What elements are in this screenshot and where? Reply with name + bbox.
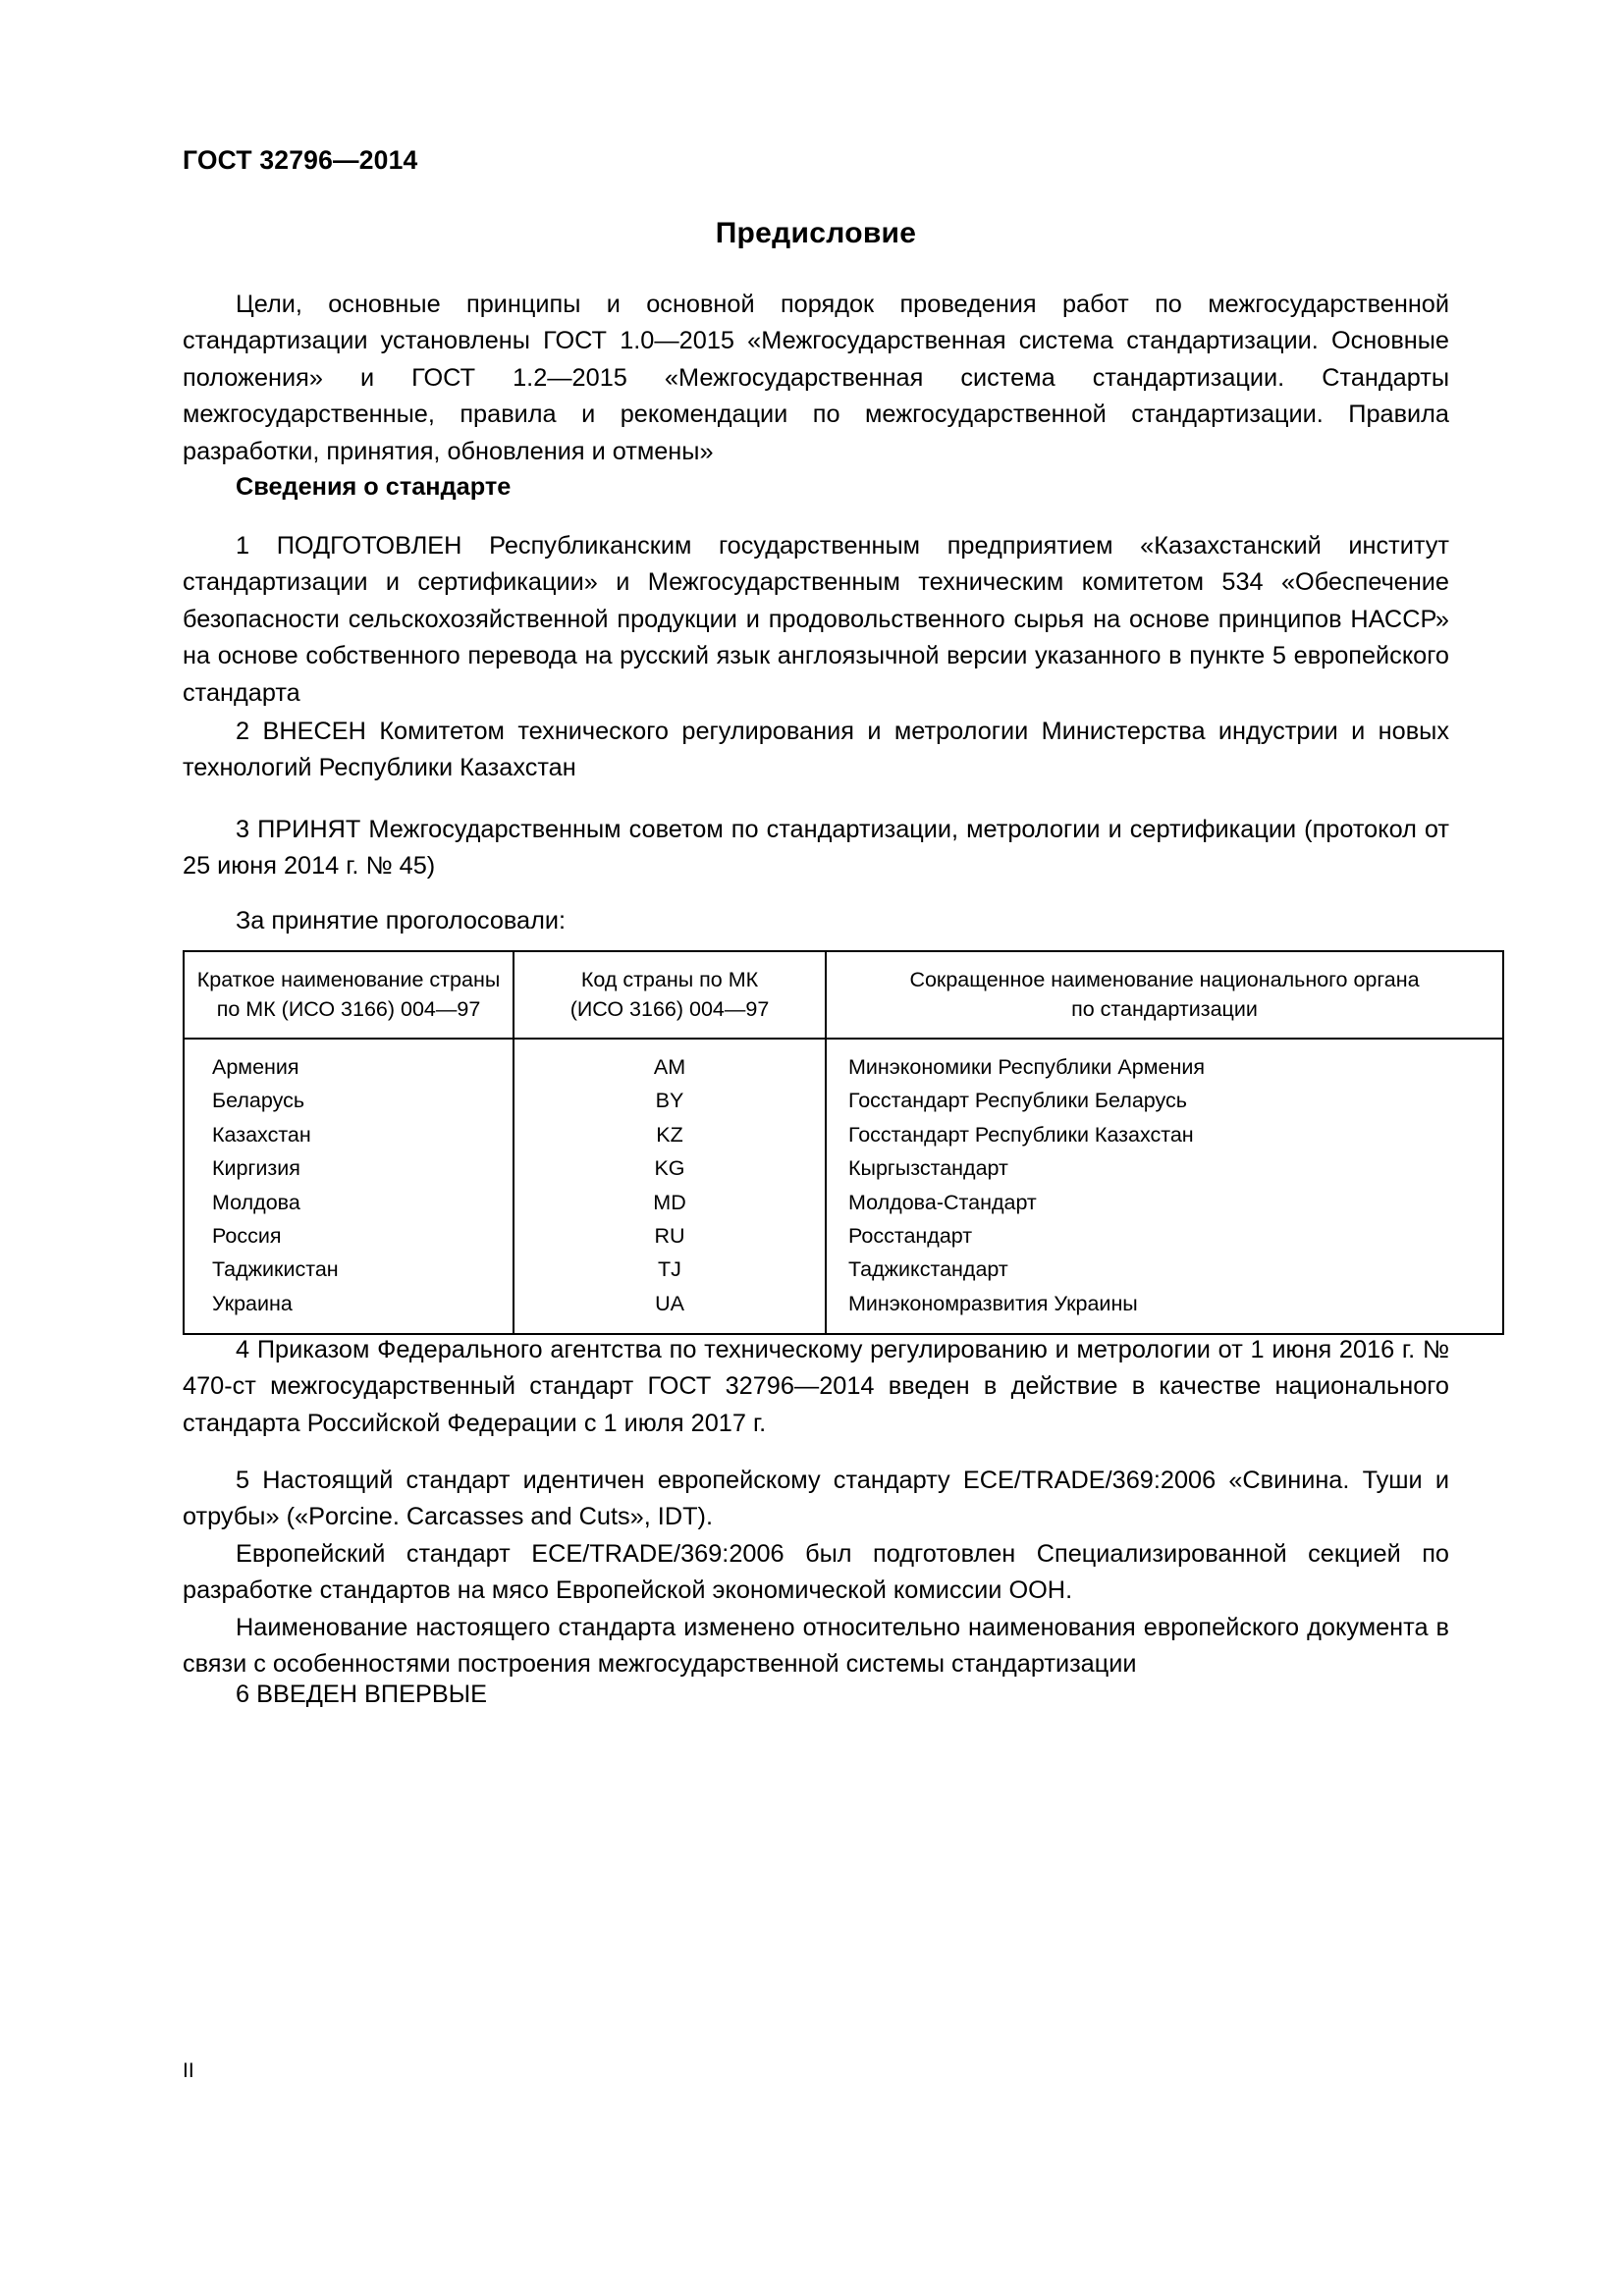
vote-col-country-line1: Краткое наименование страны bbox=[196, 968, 501, 991]
table-row bbox=[184, 1287, 1503, 1334]
item-6-text: 6 ВВЕДЕН ВПЕРВЫЕ bbox=[236, 1681, 487, 1708]
vote-cell-country: Киргизия bbox=[184, 1151, 514, 1185]
vote-cell-code: RU bbox=[514, 1219, 826, 1253]
standard-info-item-1: 1 ПОДГОТОВЛЕН Республиканским государственным предприятием «Казахстанский институт стандартизации и сертификации» и Межгосударственным техническим комитетом 534 «Обеспечение безопасности сельскохозяйственной продукции и продовольственного сырья на основе принципов НАССР» на основе собственного перевода на русский язык англоязычной версии указанного в пункте 5 европейского стандарта bbox=[183, 532, 1449, 707]
item-5-paragraph-1: 5 Настоящий стандарт идентичен европейскому стандарту ECE/TRADE/369:2006 «Свинина. Туши и отрубы» («Porcine. Carcasses and Cuts», IDT). bbox=[183, 1467, 1449, 1531]
vote-table bbox=[183, 950, 1504, 1335]
table-row bbox=[184, 1118, 1503, 1151]
vote-lead-in: За принятие проголосовали: bbox=[236, 907, 567, 934]
page-title: Предисловие bbox=[715, 217, 917, 249]
item-4-text: 4 Приказом Федерального агентства по техническому регулированию и метрологии от 1 июня 2016 г. № 470-ст межгосударственный стандарт ГОСТ 32796—2014 введен в действие в качестве национального стандарта Российской Федерации с 1 июля 2017 г. bbox=[183, 1336, 1449, 1437]
intro-paragraph: Цели, основные принципы и основной порядок проведения работ по межгосударственной стандартизации установлены ГОСТ 1.0—2015 «Межгосударственная система стандартизации. Основные положения» и ГОСТ 1.2—2015 «Межгосударственная система стандартизации. Стандарты межгосударственные, правила и рекомендации по межгосударственной стандартизации. Правила разработки, принятия, обновления и отмены» bbox=[183, 291, 1449, 465]
vote-table-wrapper bbox=[183, 950, 1449, 1335]
vote-cell-body: Госстандарт Республики Казахстан bbox=[826, 1118, 1503, 1151]
standard-info-item-3: 3 ПРИНЯТ Межгосударственным советом по стандартизации, метрологии и сертификации (протокол от 25 июня 2014 г. № 45) bbox=[183, 816, 1449, 881]
vote-cell-country: Таджикистан bbox=[184, 1253, 514, 1286]
vote-table-col-code bbox=[514, 951, 826, 1039]
running-header: ГОСТ 32796—2014 bbox=[183, 145, 418, 175]
vote-cell-country: Молдова bbox=[184, 1186, 514, 1219]
table-row bbox=[184, 1186, 1503, 1219]
vote-col-body-line1: Сокращенное наименование национального органа bbox=[909, 968, 1420, 991]
intro-paragraph-block bbox=[183, 287, 1449, 470]
vote-cell-body: Минэкономразвития Украины bbox=[826, 1287, 1503, 1334]
item-5-paragraph-3: Наименование настоящего стандарта изменено относительно наименования европейского документа в связи с особенностями построения межгосударственной системы стандартизации bbox=[183, 1613, 1449, 1679]
standard-info-item-2-block bbox=[183, 714, 1449, 787]
standard-info-heading: Сведения о стандарте bbox=[236, 473, 512, 501]
vote-col-country-line2: по МК (ИСО 3166) 004—97 bbox=[216, 997, 481, 1021]
vote-col-body-line2: по стандартизации bbox=[1071, 997, 1258, 1021]
vote-table-col-country bbox=[184, 951, 514, 1039]
item-5-block bbox=[183, 1463, 1449, 1682]
page-folio: II bbox=[183, 2059, 194, 2082]
table-row bbox=[184, 1219, 1503, 1253]
standard-info-item-3-block bbox=[183, 812, 1449, 885]
vote-col-code-line1: Код страны по МК bbox=[580, 968, 759, 991]
vote-cell-country: Армения bbox=[184, 1039, 514, 1084]
vote-cell-code: KZ bbox=[514, 1118, 826, 1151]
item-4-block bbox=[183, 1332, 1449, 1442]
vote-cell-code: KG bbox=[514, 1151, 826, 1185]
vote-cell-code: BY bbox=[514, 1084, 826, 1117]
vote-table-header-row bbox=[184, 951, 1503, 1039]
vote-cell-country: Казахстан bbox=[184, 1118, 514, 1151]
vote-cell-code: MD bbox=[514, 1186, 826, 1219]
vote-cell-code: TJ bbox=[514, 1253, 826, 1286]
standard-info-item-2: 2 ВНЕСЕН Комитетом технического регулирования и метрологии Министерства индустрии и новых технологий Республики Казахстан bbox=[183, 718, 1449, 782]
vote-cell-body: Таджикстандарт bbox=[826, 1253, 1503, 1286]
vote-cell-body: Госстандарт Республики Беларусь bbox=[826, 1084, 1503, 1117]
table-row bbox=[184, 1151, 1503, 1185]
vote-table-col-body bbox=[826, 951, 1503, 1039]
vote-cell-body: Молдова-Стандарт bbox=[826, 1186, 1503, 1219]
vote-cell-code: UA bbox=[514, 1287, 826, 1334]
vote-cell-body: Минэкономики Республики Армения bbox=[826, 1039, 1503, 1084]
vote-cell-code: AM bbox=[514, 1039, 826, 1084]
vote-table-head bbox=[184, 951, 1503, 1039]
standard-info-item-1-block bbox=[183, 528, 1449, 712]
vote-col-code-line2: (ИСО 3166) 004—97 bbox=[569, 997, 770, 1021]
vote-cell-country: Россия bbox=[184, 1219, 514, 1253]
vote-cell-country: Украина bbox=[184, 1287, 514, 1334]
table-row bbox=[184, 1039, 1503, 1084]
table-row bbox=[184, 1084, 1503, 1117]
vote-cell-body: Кыргызстандарт bbox=[826, 1151, 1503, 1185]
vote-cell-country: Беларусь bbox=[184, 1084, 514, 1117]
table-row bbox=[184, 1253, 1503, 1286]
vote-cell-body: Росстандарт bbox=[826, 1219, 1503, 1253]
item-5-paragraph-2: Европейский стандарт ECE/TRADE/369:2006 был подготовлен Специализированной секцией по разработке стандартов на мясо Европейской экономической комиссии ООН. bbox=[183, 1539, 1449, 1605]
vote-table-body bbox=[184, 1039, 1503, 1334]
